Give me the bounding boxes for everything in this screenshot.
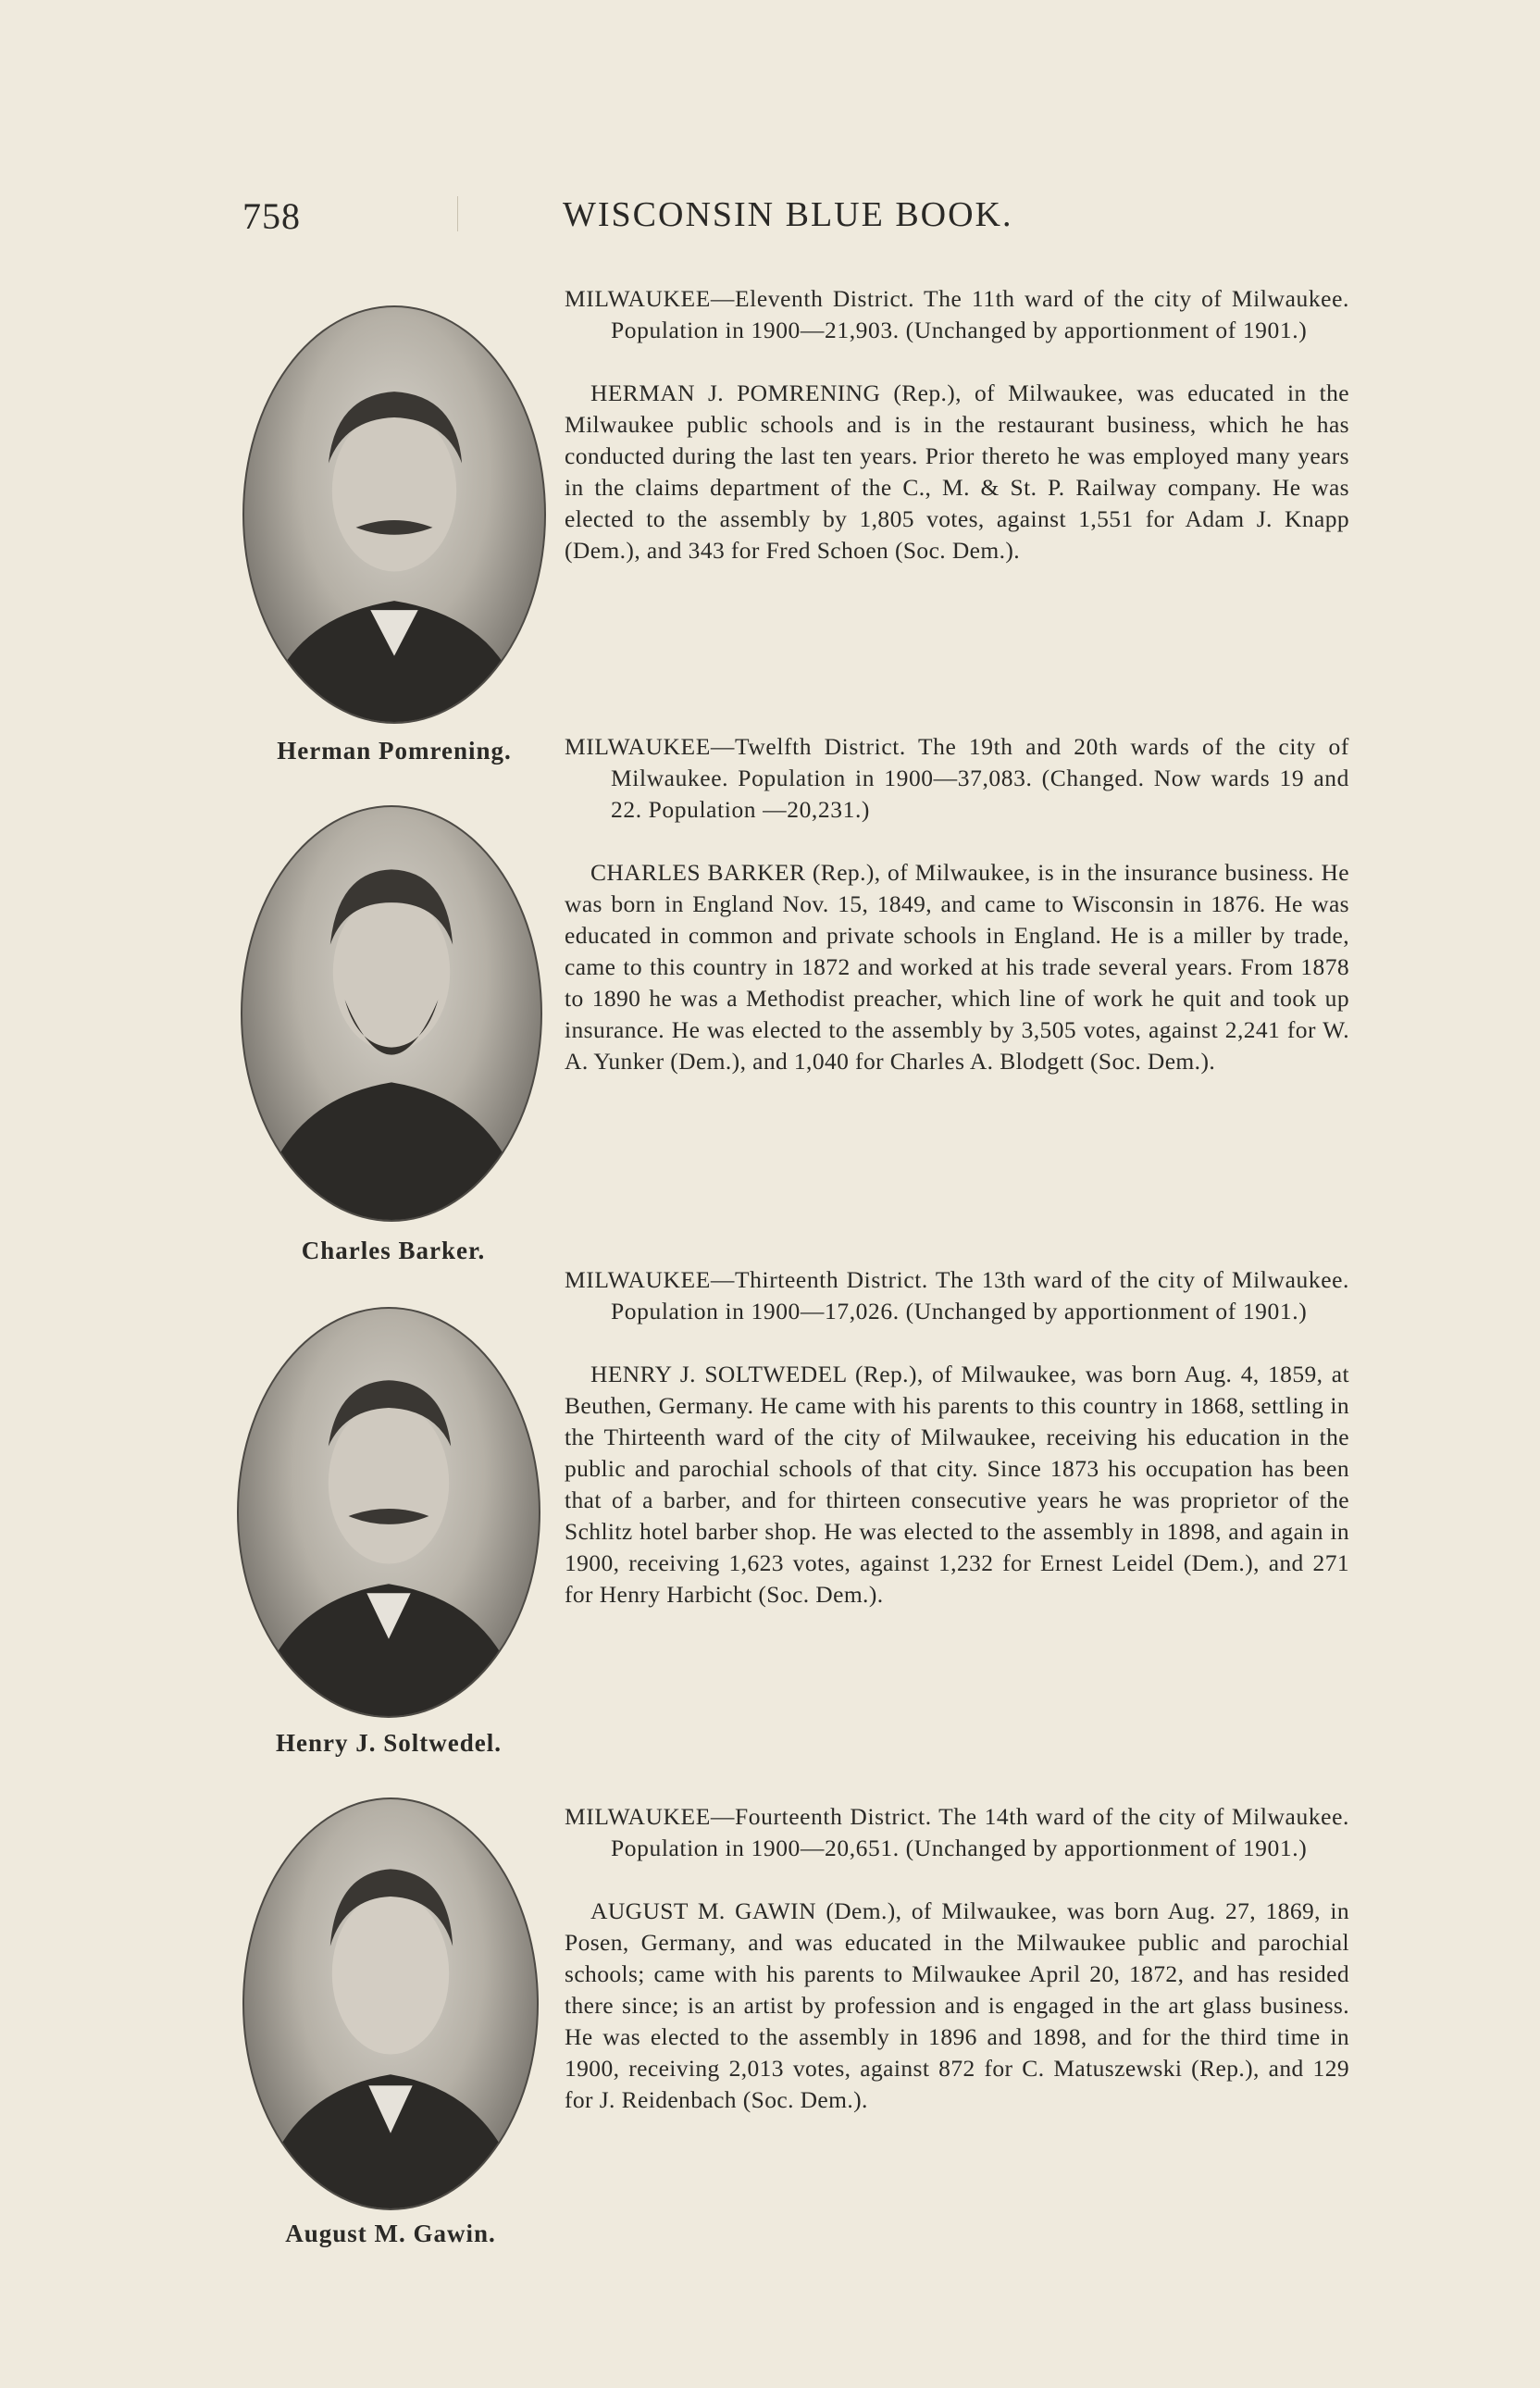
biography: AUGUST M. GAWIN (Dem.), of Milwaukee, was born Aug. 27, 1869, in Posen, Germany, and was educated in the Milwaukee public and parochial schools; came with his parents to Milwaukee April 20, 1872, and has resided there since; is an artist by profession and is engaged in the art glass business. He was elected to the assembly in 1896 and 1898, and for the third time in 1900, receiving 2,013 votes, against 872 for C. Matuszewski (Rep.), and 129 for J. Reidenbach (Soc. Dem.). — [565, 1897, 1349, 2113]
biography: HENRY J. SOLTWEDEL (Rep.), of Milwaukee, was born Aug. 4, 1859, at Beuthen, Germany. He came with his parents to this country in 1868, settling in the Thirteenth ward of the city of Milwaukee, receiving his education in the public and parochial schools of that city. Since 1873 his occupation has been that of a barber, and for thirteen consecutive years he was proprietor of the Schlitz hotel barber shop. He was elected to the assembly in 1898, and again in 1900, receiving 1,623 votes, against 1,232 for Ernest Leidel (Dem.), and 271 for Henry Harbicht (Soc. Dem.). — [565, 1361, 1349, 1608]
entry-fourteenth-district — [565, 1801, 1349, 2116]
portrait-august-gawin — [242, 1797, 539, 2210]
portrait-charles-barker — [241, 805, 542, 1222]
district-heading: MILWAUKEE—Fourteenth District. The 14th ward of the city of Milwaukee. Population in 1900—20,651. (Unchanged by apportionment of 1901.) — [565, 1803, 1349, 1861]
entry-twelfth-district — [565, 731, 1349, 1077]
biography: CHARLES BARKER (Rep.), of Milwaukee, is in the insurance business. He was born in England Nov. 15, 1849, and came to Wisconsin in 1876. He was educated in common and private schools in England. He is a miller by trade, came to this country in 1872 and worked at his trade several years. From 1878 to 1890 he was a Methodist preacher, which line of work he quit and took up insurance. He was elected to the assembly by 3,505 votes, against 2,241 for W. A. Yunker (Dem.), and 1,040 for Charles A. Blodgett (Soc. Dem.). — [565, 859, 1349, 1075]
header-divider — [457, 196, 458, 231]
page-number: 758 — [242, 195, 301, 237]
district-heading: MILWAUKEE—Thirteenth District. The 13th ward of the city of Milwaukee. Population in 1900—17,026. (Unchanged by apportionment of 1901.) — [565, 1266, 1349, 1325]
caption-herman-pomrening: Herman Pomrening. — [277, 737, 512, 765]
biography: HERMAN J. POMRENING (Rep.), of Milwaukee, was educated in the Milwaukee public schools and is in the restaurant business, which he has conducted during the last ten years. Prior thereto he was employed many years in the claims department of the C., M. & St. P. Railway company. He was elected to the assembly by 1,805 votes, against 1,551 for Adam J. Knapp (Dem.), and 343 for Fred Schoen (Soc. Dem.). — [565, 379, 1349, 564]
caption-henry-soltwedel: Henry J. Soltwedel. — [276, 1729, 502, 1757]
caption-august-gawin: August M. Gawin. — [285, 2220, 496, 2247]
portrait-herman-pomrening — [242, 305, 546, 724]
district-heading: MILWAUKEE—Eleventh District. The 11th ward of the city of Milwaukee. Population in 1900—21,903. (Unchanged by apportionment of 1901.) — [565, 285, 1349, 343]
portrait-henry-soltwedel — [237, 1307, 540, 1718]
running-title: WISCONSIN BLUE BOOK. — [563, 195, 1013, 234]
district-heading: MILWAUKEE—Twelfth District. The 19th and 20th wards of the city of Milwaukee. Population in 1900—37,083. (Changed. Now wards 19 and 22. Population —20,231.) — [565, 733, 1349, 823]
entry-eleventh-district — [565, 283, 1349, 566]
caption-charles-barker: Charles Barker. — [301, 1237, 486, 1264]
entry-thirteenth-district — [565, 1264, 1349, 1611]
